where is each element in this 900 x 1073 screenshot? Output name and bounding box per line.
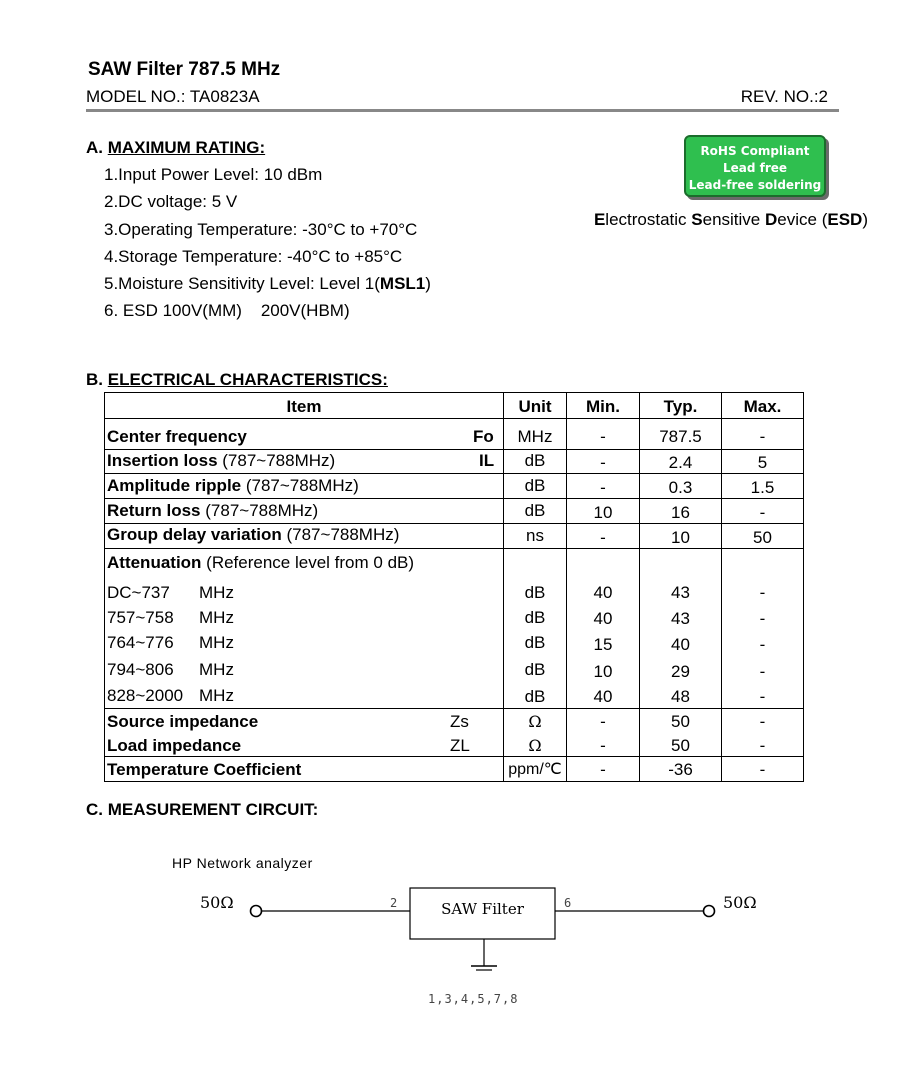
atten-unit-label: MHz xyxy=(199,660,234,679)
cell-unit: dB xyxy=(524,608,546,627)
saw-filter-label: SAW Filter xyxy=(441,900,524,918)
atten-unit-label: MHz xyxy=(199,608,234,627)
atten-unit-label: MHz xyxy=(199,633,234,652)
table-header: Typ. xyxy=(663,397,698,416)
param-name: Temperature Coefficient xyxy=(107,760,302,779)
cell-unit: ppm/℃ xyxy=(508,761,562,778)
param-name: Center frequency xyxy=(107,427,247,446)
cell-typ: 0.3 xyxy=(668,478,693,497)
cell-min: 10 xyxy=(593,503,613,522)
param-symbol: Fo xyxy=(473,427,494,446)
input-port-terminal xyxy=(251,906,262,917)
cell-max: - xyxy=(759,760,766,779)
cell-min: - xyxy=(600,453,606,472)
cell-max: - xyxy=(759,736,766,755)
param-note: (787~788MHz) xyxy=(200,501,319,520)
param-name: Amplitude ripple xyxy=(107,476,242,495)
document-title: SAW Filter 787.5 MHz xyxy=(88,59,281,80)
rohs-line: Lead-free soldering xyxy=(688,178,822,192)
section-a-title: MAXIMUM RATING: xyxy=(107,138,266,157)
cell-unit: dB xyxy=(524,583,546,602)
cell-typ: 16 xyxy=(671,503,690,522)
output-pin-label: 6 xyxy=(564,896,572,910)
table-header: Item xyxy=(286,397,322,416)
section-b-title: ELECTRICAL CHARACTERISTICS: xyxy=(107,370,388,389)
rating-item: 1.Input Power Level: 10 dBm xyxy=(104,165,323,184)
atten-range: 794~806 xyxy=(107,660,174,679)
param-symbol: ZL xyxy=(450,736,470,755)
param-note: (787~788MHz) xyxy=(241,476,359,495)
esd-letter: E xyxy=(593,210,606,229)
cell-max: - xyxy=(759,687,766,706)
cell-min: 40 xyxy=(593,609,613,628)
cell-typ: 50 xyxy=(671,712,690,731)
cell-max: - xyxy=(759,662,766,681)
cell-typ: 50 xyxy=(671,736,690,755)
atten-range: DC~737 xyxy=(107,583,170,602)
atten-range: 764~776 xyxy=(107,633,174,652)
cell-unit: dB xyxy=(524,451,546,470)
msl-close: ) xyxy=(425,274,431,293)
cell-max: - xyxy=(759,427,766,446)
cell-typ: 43 xyxy=(671,609,690,628)
rating-item: 3.Operating Temperature: -30°C to +70°C xyxy=(104,220,418,239)
cell-typ: -36 xyxy=(668,760,693,779)
output-impedance-label: 50Ω xyxy=(723,893,757,912)
cell-unit: Ω xyxy=(528,712,542,731)
rating-item: 2.DC voltage: 5 V xyxy=(104,192,238,211)
atten-range: 757~758 xyxy=(107,608,174,627)
input-impedance-label: 50Ω xyxy=(200,893,234,912)
param-note: (Reference level from 0 dB) xyxy=(201,553,415,572)
output-port-terminal xyxy=(704,906,715,917)
cell-typ: 43 xyxy=(671,583,690,602)
cell-min: - xyxy=(600,760,606,779)
table-header: Unit xyxy=(518,397,552,416)
cell-typ: 29 xyxy=(671,662,690,681)
table-header: Min. xyxy=(586,397,620,416)
esd-text: ensitive xyxy=(702,210,765,229)
esd-letter: D xyxy=(765,210,778,229)
model-number: MODEL NO.: TA0823A xyxy=(86,87,260,106)
msl-value: MSL1 xyxy=(379,274,426,293)
atten-range: 828~2000 xyxy=(107,686,184,705)
cell-max: - xyxy=(759,583,766,602)
cell-max: - xyxy=(759,712,766,731)
msl-label: 5.Moisture Sensitivity Level: Level 1( xyxy=(104,274,380,293)
esd-abbrev: ESD xyxy=(827,210,863,229)
cell-unit: dB xyxy=(524,660,546,679)
cell-unit: dB xyxy=(524,633,546,652)
cell-max: - xyxy=(759,503,766,522)
table-header: Max. xyxy=(743,397,782,416)
param-name: Group delay variation xyxy=(107,525,282,544)
cell-min: 15 xyxy=(593,635,613,654)
atten-unit-label: MHz xyxy=(199,583,234,602)
cell-min: - xyxy=(600,427,606,446)
cell-max: - xyxy=(759,609,766,628)
cell-unit: dB xyxy=(524,687,546,706)
param-note: (787~788MHz) xyxy=(217,451,336,470)
revision-number: REV. NO.:2 xyxy=(740,87,828,106)
input-pin-label: 2 xyxy=(390,896,398,910)
cell-unit: MHz xyxy=(517,427,553,446)
cell-typ: 48 xyxy=(671,687,690,706)
esd-letter: S xyxy=(691,210,703,229)
param-name: Attenuation xyxy=(107,553,202,572)
esd-text: ) xyxy=(862,210,868,229)
cell-max: 50 xyxy=(753,528,772,547)
rohs-line: RoHS Compliant xyxy=(700,144,810,158)
section-b-prefix: B. xyxy=(86,370,108,389)
cell-unit: dB xyxy=(524,501,546,520)
param-symbol: IL xyxy=(479,451,495,470)
rating-item: 4.Storage Temperature: -40°C to +85°C xyxy=(104,247,403,266)
section-a-prefix: A. xyxy=(86,138,108,157)
cell-max: 1.5 xyxy=(750,478,775,497)
cell-unit: ns xyxy=(526,526,544,545)
rohs-line: Lead free xyxy=(722,161,788,175)
cell-unit: Ω xyxy=(528,736,542,755)
param-name: Return loss xyxy=(107,501,201,520)
atten-unit-label: MHz xyxy=(199,686,234,705)
cell-max: - xyxy=(759,635,766,654)
cell-max: 5 xyxy=(757,453,768,472)
esd-text: evice ( xyxy=(777,210,828,229)
cell-min: 40 xyxy=(593,687,613,706)
cell-typ: 10 xyxy=(671,528,690,547)
ground-pins-label: 1,3,4,5,7,8 xyxy=(428,992,519,1006)
rating-item: 6. ESD 100V(MM) 200V(HBM) xyxy=(104,301,350,320)
param-symbol: Zs xyxy=(450,712,469,731)
cell-min: 40 xyxy=(593,583,613,602)
param-name: Source impedance xyxy=(107,712,259,731)
param-name: Insertion loss xyxy=(107,451,218,470)
cell-typ: 2.4 xyxy=(668,453,693,472)
param-note: (787~788MHz) xyxy=(281,525,400,544)
cell-typ: 40 xyxy=(671,635,690,654)
cell-min: - xyxy=(600,478,606,497)
cell-unit: dB xyxy=(524,476,546,495)
cell-min: 10 xyxy=(593,662,613,681)
cell-typ: 787.5 xyxy=(659,427,702,446)
cell-min: - xyxy=(600,528,606,547)
cell-min: - xyxy=(600,736,606,755)
param-name: Load impedance xyxy=(107,736,242,755)
esd-text: lectrostatic xyxy=(605,210,692,229)
analyzer-label: HP Network analyzer xyxy=(172,855,313,871)
section-c-heading: C. MEASUREMENT CIRCUIT: xyxy=(86,800,319,819)
cell-min: - xyxy=(600,712,606,731)
